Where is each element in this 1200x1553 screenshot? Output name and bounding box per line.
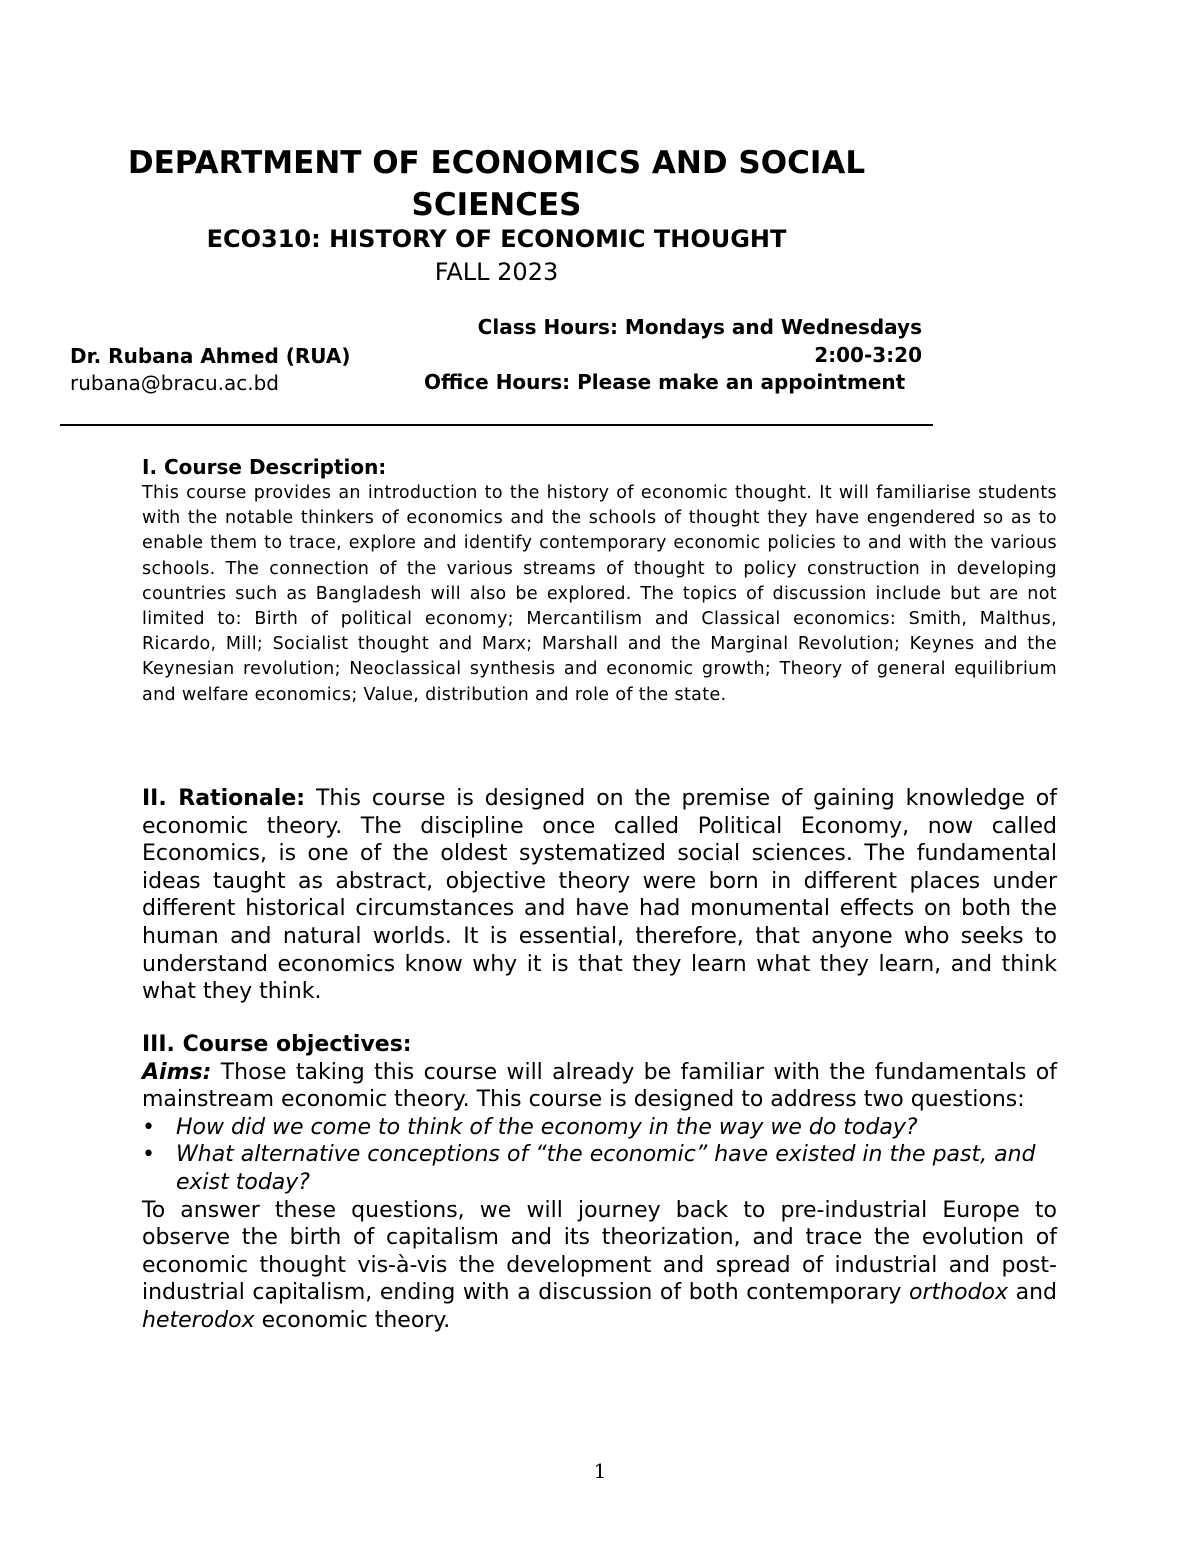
rationale-heading: II. Rationale: — [142, 786, 306, 811]
aims-text: Those taking this course will already be familiar with the fundamentals of mainstream economic theory. This course is designed to address two questions: — [142, 1059, 1057, 1113]
instructor-name: Dr. Rubana Ahmed (RUA) — [70, 344, 351, 368]
closing-and: and — [1008, 1280, 1057, 1306]
class-hours: Class Hours: Mondays and Wednesdays 2:00-3:20 — [477, 315, 922, 367]
instructor-email: rubana@bracu.ac.bd — [70, 371, 279, 395]
objectives-closing — [142, 1197, 1057, 1335]
bullet-icon: • — [142, 1142, 155, 1168]
course-title: ECO310: HISTORY OF ECONOMIC THOUGHT — [206, 225, 787, 253]
schedule-block — [424, 314, 922, 397]
objectives-heading: III. Course objectives: — [142, 1032, 412, 1057]
objectives-section — [142, 1031, 1057, 1335]
page-number: 1 — [593, 1459, 607, 1483]
bullet-icon: • — [142, 1114, 155, 1140]
rationale-body: This course is designed on the premise of gaining knowledge of economic theory. The discipline once called Political Economy, now called Economics, is one of the oldest systematized social sciences. The fundamental ideas taught as abstract, objective theory were born in different places under different historical circumstances and have had monumental effects on both the human and natural worlds. It is essential, therefore, that anyone who seeks to understand economics know why it is that they learn what they learn, and think what they think. — [142, 786, 1057, 1005]
aims-label: Aims: — [142, 1059, 212, 1085]
list-item — [142, 1141, 1057, 1196]
list-item — [142, 1114, 1057, 1142]
closing-text: To answer these questions, we will journey back to pre-industrial Europe to observe the birth of capitalism and its theorization, and trace the evolution of economic thought vis-à-vis the development and spread of industrial and post-industrial capitalism, ending with a discussion of both contemporary — [142, 1197, 1057, 1306]
rationale-paragraph — [142, 785, 1057, 1006]
department-title: DEPARTMENT OF ECONOMICS AND SOCIAL SCIENCES — [127, 145, 866, 223]
instructor-block — [70, 343, 351, 397]
closing-end: economic theory. — [254, 1307, 451, 1333]
office-hours: Office Hours: Please make an appointment — [424, 370, 906, 394]
aims-paragraph — [142, 1059, 1057, 1114]
heterodox-term: heterodox — [142, 1307, 255, 1333]
orthodox-term: orthodox — [909, 1280, 1008, 1306]
question-text: How did we come to think of the economy in the way we do today? — [176, 1114, 918, 1140]
course-description-heading: I. Course Description: — [142, 455, 387, 479]
header-divider — [60, 424, 933, 426]
course-description-section — [142, 453, 1057, 708]
term-label: FALL 2023 — [434, 258, 559, 286]
questions-list — [142, 1114, 1057, 1197]
question-text: What alternative conceptions of “the economic” have existed in the past, and exist today? — [176, 1142, 1036, 1195]
course-description-body: This course provides an introduction to the history of economic thought. It will familiarise students with the notable thinkers of economics and the schools of thought they have engendered so as to enable them to trace, explore and identify contemporary economic policies to and with the various schools. The connection of the various streams of thought to policy construction in developing countries such as Bangladesh will also be explored. The topics of discussion include but are not limited to: Birth of political economy; Mercantilism and Classical economics: Smith, Malthus, Ricardo, Mill; Socialist thought and Marx; Marshall and the Marginal Revolution; Keynes and the Keynesian revolution; Neoclassical synthesis and economic growth; Theory of general equilibrium and welfare economics; Value, distribution and role of the state. — [142, 483, 1057, 705]
rationale-section — [142, 785, 1057, 1006]
